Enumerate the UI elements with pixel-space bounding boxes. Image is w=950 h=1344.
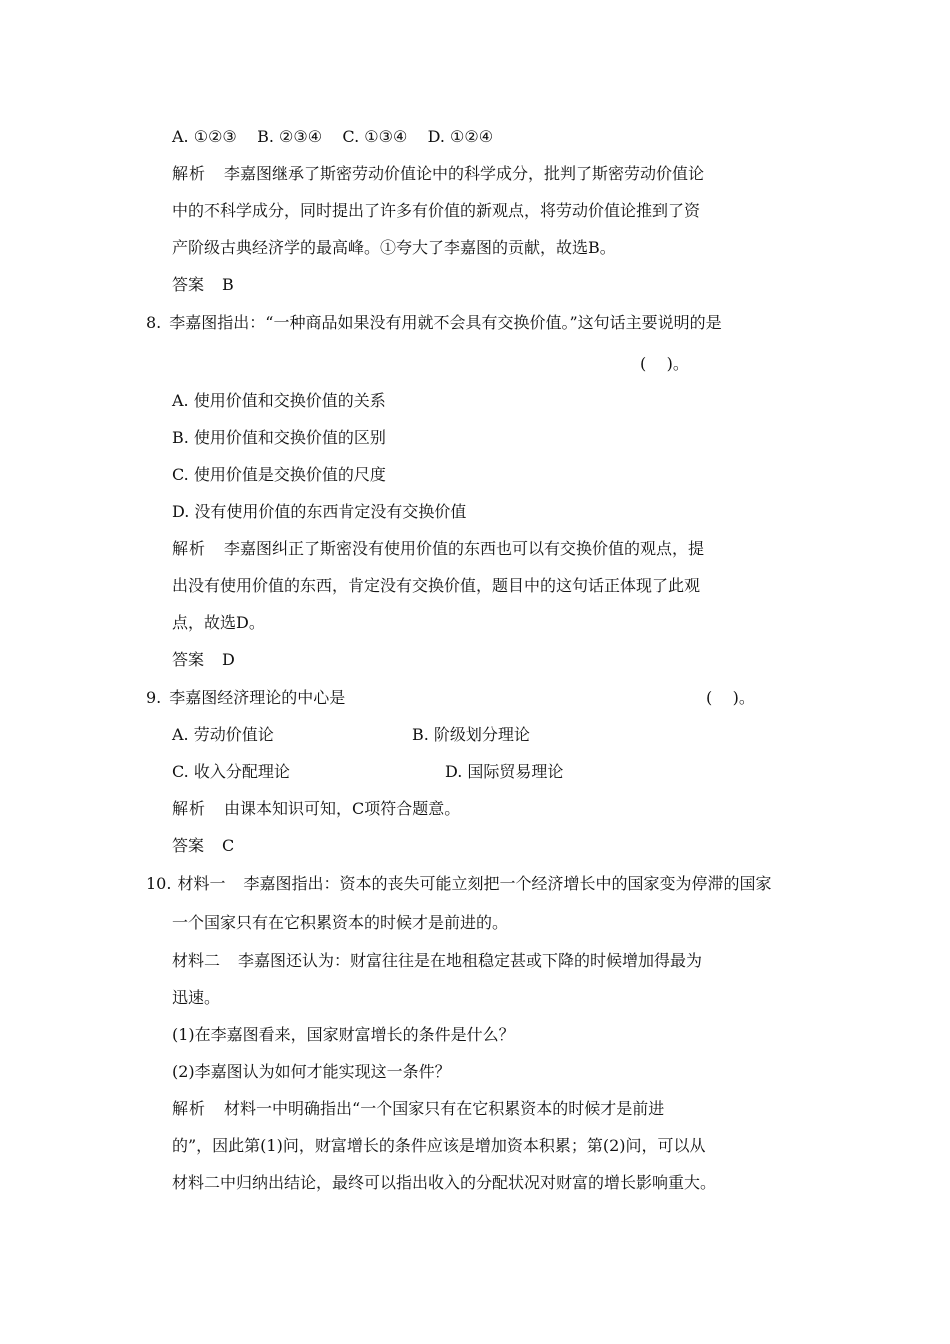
- question-number: 8.: [146, 313, 162, 332]
- q9-option-c: C. 收入分配理论: [172, 762, 290, 781]
- analysis-text: 材料一中明确指出“一个国家只有在它积累资本的时候才是前进: [224, 1099, 665, 1118]
- q7-analysis-line-1: [172, 164, 704, 184]
- q8-analysis-line-2: 出没有使用价值的东西，肯定没有交换价值，题目中的这句话正体现了此观: [172, 576, 701, 595]
- q10-material2-line-1: [172, 951, 702, 971]
- q8-stem: [146, 313, 722, 333]
- q10-analysis-line-2: 的”，因此第(1)问，财富增长的条件应该是增加资本积累；第(2)问，可以从: [172, 1136, 706, 1155]
- analysis-text: 李嘉图继承了斯密劳动价值论中的科学成分，批判了斯密劳动价值论: [224, 164, 705, 183]
- answer-label: 答案: [172, 836, 205, 855]
- answer-value: D: [222, 650, 235, 669]
- q8-option-d: D. 没有使用价值的东西肯定没有交换价值: [172, 502, 467, 521]
- q8-option-a: A. 使用价值和交换价值的关系: [172, 391, 386, 410]
- answer-label: 答案: [172, 275, 205, 294]
- q10-analysis-line-1: [172, 1099, 664, 1119]
- analysis-text: 由课本知识可知，C项符合题意。: [224, 799, 461, 818]
- question-number: 9.: [146, 688, 162, 707]
- q7-answer: [172, 275, 234, 295]
- answer-value: B: [222, 275, 234, 294]
- q10-material2-line-2: 迅速。: [172, 988, 221, 1007]
- q9-stem: [146, 688, 345, 708]
- question-text: 李嘉图经济理论的中心是: [169, 688, 346, 707]
- q9-option-a: A. 劳动价值论: [172, 725, 274, 744]
- q8-analysis-line-3: 点，故选D。: [172, 613, 265, 632]
- q8-analysis-line-1: [172, 539, 704, 559]
- material1-text: 李嘉图指出：资本的丧失可能立刻把一个经济增长中的国家变为停滞的国家: [243, 874, 772, 893]
- material2-text: 李嘉图还认为：财富往往是在地租稳定甚或下降的时候增加得最为: [238, 951, 703, 970]
- analysis-label: 解析: [172, 164, 207, 183]
- analysis-label: 解析: [172, 1099, 207, 1118]
- material2-label: 材料二: [172, 951, 221, 970]
- question-text: 李嘉图指出：“一种商品如果没有用就不会具有交换价值。”这句话主要说明的是: [169, 313, 722, 332]
- q7-options: A. ①②③ B. ②③④ C. ①③④ D. ①②④: [172, 127, 494, 146]
- analysis-label: 解析: [172, 799, 207, 818]
- q9-answer-blank: ( )。: [706, 688, 755, 707]
- q10-material1-line-1: [146, 874, 771, 894]
- q8-answer-blank: ( )。: [640, 354, 689, 373]
- q9-answer: [172, 836, 234, 856]
- analysis-label: 解析: [172, 539, 207, 558]
- q10-analysis-line-3: 材料二中归纳出结论，最终可以指出收入的分配状况对财富的增长影响重大。: [172, 1173, 717, 1192]
- q7-analysis-line-3: 产阶级古典经济学的最高峰。①夸大了李嘉图的贡献，故选B。: [172, 238, 616, 257]
- q8-answer: [172, 650, 235, 670]
- answer-value: C: [222, 836, 235, 855]
- material1-label: 材料一: [177, 874, 226, 893]
- q10-question-1: (1)在李嘉图看来，国家财富增长的条件是什么？: [172, 1025, 515, 1044]
- q7-analysis-line-2: 中的不科学成分，同时提出了许多有价值的新观点，将劳动价值论推到了资: [172, 201, 701, 220]
- question-number: 10.: [146, 874, 172, 893]
- q10-material1-line-2: 一个国家只有在它积累资本的时候才是前进的。: [172, 913, 509, 932]
- q8-option-c: C. 使用价值是交换价值的尺度: [172, 465, 386, 484]
- q9-option-d: D. 国际贸易理论: [445, 762, 564, 781]
- q10-question-2: (2)李嘉图认为如何才能实现这一条件？: [172, 1062, 451, 1081]
- q9-option-b: B. 阶级划分理论: [412, 725, 530, 744]
- q8-option-b: B. 使用价值和交换价值的区别: [172, 428, 386, 447]
- analysis-text: 李嘉图纠正了斯密没有使用价值的东西也可以有交换价值的观点，提: [224, 539, 705, 558]
- q9-analysis: [172, 799, 460, 819]
- answer-label: 答案: [172, 650, 205, 669]
